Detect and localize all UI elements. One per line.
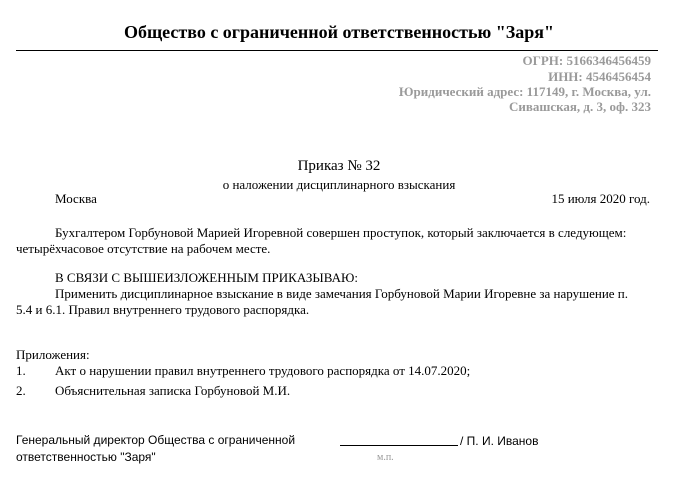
signature-blank (340, 433, 458, 446)
order-title: Приказ № 32 (297, 158, 381, 174)
order-date: 15 июля 2020 год. (551, 191, 650, 206)
inn-text: ИНН: 4546456454 (548, 69, 651, 84)
order-subtitle: о наложении дисциплинарного взыскания (222, 177, 456, 192)
attachment-1-number: 1. (16, 363, 26, 378)
attachment-2-number: 2. (16, 383, 26, 398)
signature-line (340, 433, 538, 448)
address-line-2: Сивашская, д. 3, оф. 323 (508, 99, 651, 114)
paragraph-1-line-2: четырёхчасовое отсутствие на рабочем месте. (16, 241, 271, 256)
order-heading: В СВЯЗИ С ВЫШЕИЗЛОЖЕННЫМ ПРИКАЗЫВАЮ: (55, 270, 358, 285)
attachments-heading: Приложения: (16, 347, 90, 362)
paragraph-2-line-2: 5.4 и 6.1. Правил внутреннего трудового распорядка. (16, 302, 310, 317)
header-divider (16, 50, 658, 51)
ogrn-text: ОГРН: 5166346456459 (522, 53, 651, 68)
signatory-name: / П. И. Иванов (460, 434, 539, 448)
signatory-position-line-2: ответственностью "Заря" (16, 450, 156, 464)
paragraph-2-line-1: Применить дисциплинарное взыскание в виде замечания Горбуновой Марии Игоревне за нарушение п. (55, 286, 628, 301)
company-name: Общество с ограниченной ответственностью "Заря" (123, 22, 554, 42)
attachment-2-text: Объяснительная записка Горбуновой М.И. (55, 383, 291, 398)
stamp-placeholder: м.п. (377, 452, 394, 463)
order-city: Москва (55, 191, 97, 206)
paragraph-1-line-1: Бухгалтером Горбуновой Марией Игоревной совершен проступок, который заключается в следующем: (55, 225, 627, 240)
attachment-1-text: Акт о нарушении правил внутреннего трудового распорядка от 14.07.2020; (55, 363, 471, 378)
address-line-1: Юридический адрес: 117149, г. Москва, ул. (398, 84, 651, 99)
signatory-position-line-1: Генеральный директор Общества с ограниченной (16, 433, 296, 447)
